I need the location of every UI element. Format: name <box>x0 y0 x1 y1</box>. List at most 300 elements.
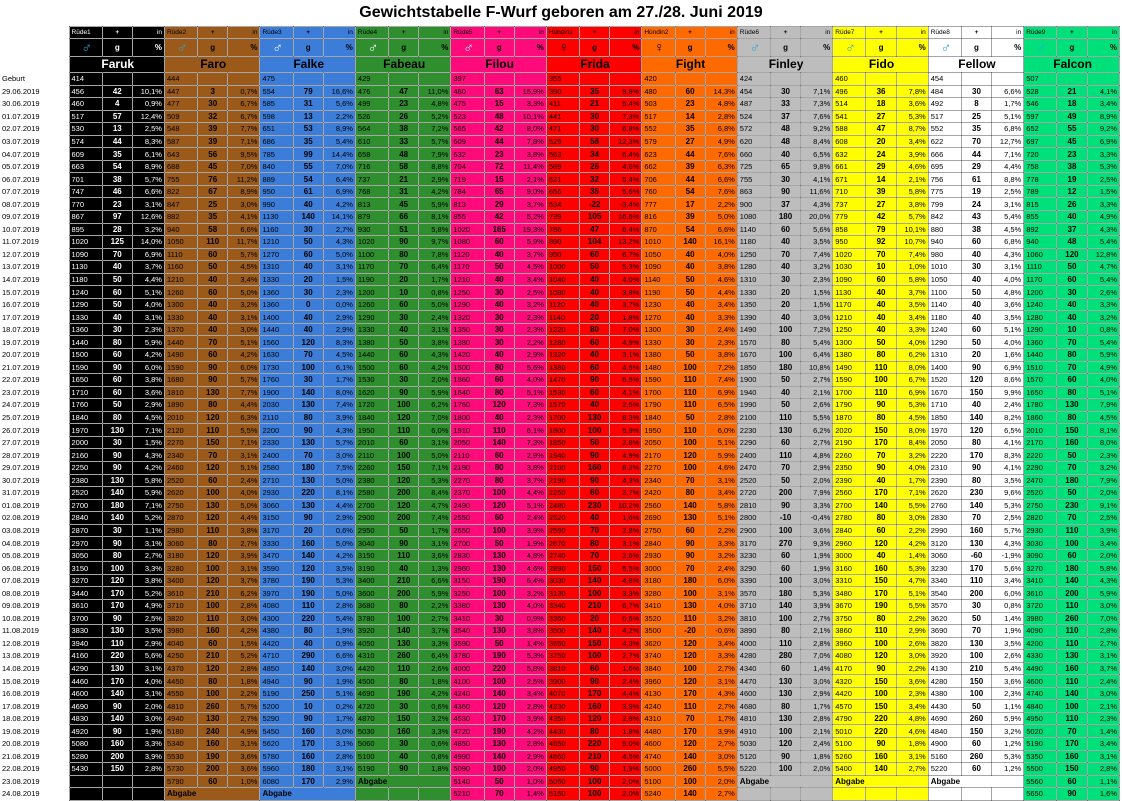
weight-cell: 1470 <box>546 374 579 387</box>
gain-cell: 110 <box>675 399 705 412</box>
pct-cell: 1,9% <box>610 763 642 776</box>
pct-cell: 1,6% <box>992 349 1024 362</box>
gain-cell: -22 <box>580 198 610 211</box>
weight-cell: 2250 <box>69 461 102 474</box>
date-cell: 17.07.2019 <box>0 311 69 324</box>
pct-cell: 5,0% <box>323 537 355 550</box>
gain-cell: 25 <box>961 110 991 123</box>
weight-cell: 4910 <box>737 725 770 738</box>
weight-cell: 777 <box>642 198 675 211</box>
gain-cell: 30 <box>771 173 801 186</box>
pct-cell: 3,2% <box>896 449 928 462</box>
weight-cell: 390 <box>546 85 579 98</box>
pct-cell: 4,3% <box>610 637 642 650</box>
pct-cell: 3,1% <box>610 537 642 550</box>
date-cell: 23.08.2019 <box>0 775 69 788</box>
pct-cell: 6,0% <box>705 424 737 437</box>
weight-cell: 4490 <box>1024 662 1057 675</box>
gain-cell: 70 <box>389 261 419 274</box>
date-cell: 14.07.2019 <box>0 273 69 286</box>
gain-cell: 80 <box>102 336 132 349</box>
weight-cell: 3840 <box>642 662 675 675</box>
weight-cell: 778 <box>1024 173 1057 186</box>
gain-cell: 39 <box>198 135 228 148</box>
gain-cell: 40 <box>389 750 419 763</box>
pct-cell: 3,1% <box>1087 750 1120 763</box>
pct-cell: 3,0% <box>705 750 737 763</box>
gain-cell: 140 <box>961 499 991 512</box>
gain-cell: 21 <box>580 98 610 111</box>
weight-cell: 3710 <box>737 599 770 612</box>
pct-cell: 2,2% <box>514 336 546 349</box>
in-header: in <box>323 27 355 39</box>
puppy-name: Faro <box>164 57 259 73</box>
pct-cell: 3,4% <box>705 637 737 650</box>
pct-cell: 5,7% <box>228 374 260 387</box>
weight-cell: 1180 <box>928 311 961 324</box>
gain-cell: 170 <box>102 599 132 612</box>
weight-cell: 3150 <box>355 549 388 562</box>
weight-cell: 2190 <box>833 436 866 449</box>
empty <box>389 788 419 801</box>
gain-cell: 39 <box>675 211 705 224</box>
pct-cell: 2,9% <box>896 625 928 638</box>
pct-cell: 3,0% <box>228 323 260 336</box>
pct-cell: 2,1% <box>801 725 833 738</box>
gain-cell: 110 <box>1057 637 1087 650</box>
gain-cell: 90 <box>961 461 991 474</box>
gain-cell: 17 <box>675 198 705 211</box>
pct-cell: 3,8% <box>705 261 737 274</box>
pct-cell: 2,8% <box>1087 625 1120 638</box>
gain-cell: 0 <box>293 298 323 311</box>
gain-cell: 70 <box>961 512 991 525</box>
weight-cell: 4570 <box>833 700 866 713</box>
weight-cell: 4200 <box>1024 637 1057 650</box>
gain-cell: 100 <box>484 587 514 600</box>
pct-cell: 3,3% <box>705 537 737 550</box>
pct-cell: 5,8% <box>1087 562 1120 575</box>
pct-header: % <box>514 39 546 57</box>
pct-cell: 4,2% <box>419 687 451 700</box>
pct-cell: 3,5% <box>323 562 355 575</box>
weight-cell: 704 <box>451 160 484 173</box>
pct-cell: 4,1% <box>228 211 260 224</box>
pct-cell: 9,0% <box>514 185 546 198</box>
date-cell: 19.08.2019 <box>0 725 69 738</box>
pct-cell: 4,3% <box>1087 574 1120 587</box>
weight-cell: 552 <box>928 123 961 136</box>
pct-cell: 7,8% <box>419 248 451 261</box>
weight-cell: 509 <box>164 110 197 123</box>
weight-cell: 524 <box>737 110 770 123</box>
pct-cell: 4,0% <box>896 461 928 474</box>
weight-cell: 623 <box>642 148 675 161</box>
pct-cell: 1,6% <box>610 512 642 525</box>
gain-cell: 130 <box>293 399 323 412</box>
gain-cell: 80 <box>389 248 419 261</box>
plus-header: + <box>198 27 228 39</box>
gain-cell: 8 <box>961 98 991 111</box>
date-row <box>0 185 1120 198</box>
gain-cell: 160 <box>961 524 991 537</box>
gain-cell: 190 <box>866 599 896 612</box>
pct-cell: 3,4% <box>705 298 737 311</box>
pct-cell: 5,6% <box>323 98 355 111</box>
gain-cell: 60 <box>198 637 228 650</box>
gain-cell: 100 <box>198 487 228 500</box>
pct-cell: 5,1% <box>514 499 546 512</box>
empty <box>771 788 801 801</box>
pct-cell: 3,6% <box>419 549 451 562</box>
abgabe-label: Abgabe <box>355 775 450 788</box>
pct-cell: 0,9% <box>514 612 546 625</box>
gain-cell: 110 <box>198 612 228 625</box>
weight-cell: 1900 <box>260 386 293 399</box>
gain-cell: 220 <box>102 650 132 663</box>
weight-cell: 1020 <box>355 236 388 249</box>
weight-cell: 2110 <box>451 449 484 462</box>
pct-header: % <box>896 39 928 57</box>
weight-cell: 565 <box>451 123 484 136</box>
header-row <box>0 27 1120 39</box>
gain-cell: 110 <box>198 236 228 249</box>
pct-cell: 5,0% <box>610 737 642 750</box>
weight-cell: 4230 <box>546 700 579 713</box>
weight-cell: 1090 <box>642 261 675 274</box>
date-cell: 10.07.2019 <box>0 223 69 236</box>
gain-cell: 13 <box>293 110 323 123</box>
gain-cell: 60 <box>961 236 991 249</box>
gain-cell: 20 <box>580 311 610 324</box>
birth-weight: 429 <box>355 73 388 86</box>
date-cell: 15.07.2019 <box>0 286 69 299</box>
weight-cell: 3600 <box>355 587 388 600</box>
pct-cell: 3,1% <box>323 763 355 776</box>
date-cell: 23.07.2019 <box>0 386 69 399</box>
pct-cell: 7,4% <box>801 248 833 261</box>
date-cell: 01.08.2019 <box>0 499 69 512</box>
empty <box>69 775 102 788</box>
gain-cell: 150 <box>1057 763 1087 776</box>
gain-cell: 10 <box>866 261 896 274</box>
pct-cell: 8,3% <box>610 411 642 424</box>
pct-cell: 8,9% <box>228 185 260 198</box>
gain-cell: 60 <box>1057 273 1087 286</box>
gain-cell: 80 <box>771 625 801 638</box>
pct-cell: 0,6% <box>610 612 642 625</box>
gain-cell: 100 <box>675 662 705 675</box>
weight-cell: 3540 <box>928 587 961 600</box>
pct-cell: 8,6% <box>992 374 1024 387</box>
pct-cell: 7,8% <box>514 135 546 148</box>
pct-cell: 2,8% <box>323 750 355 763</box>
weight-cell: 1530 <box>355 374 388 387</box>
weight-cell: 1790 <box>833 399 866 412</box>
gain-cell: 70 <box>198 336 228 349</box>
weight-cell: 2650 <box>451 524 484 537</box>
weight-cell: 5620 <box>260 737 293 750</box>
name-row <box>0 57 1120 73</box>
pct-cell: 7,5% <box>323 461 355 474</box>
pct-cell: 3,3% <box>132 562 164 575</box>
weight-cell: 610 <box>355 135 388 148</box>
pct-cell: 2,9% <box>323 323 355 336</box>
weight-cell: 3390 <box>737 574 770 587</box>
plus-header: + <box>1057 27 1087 39</box>
pct-cell: 3,5% <box>992 474 1024 487</box>
gain-cell: 140 <box>580 574 610 587</box>
empty <box>514 73 546 86</box>
gain-cell: 70 <box>102 248 132 261</box>
pct-cell: 3,1% <box>1087 650 1120 663</box>
pct-cell: 1,5% <box>801 286 833 299</box>
date-cell: 21.08.2019 <box>0 750 69 763</box>
pct-cell: 6,4% <box>419 261 451 274</box>
gain-cell: 10 <box>389 286 419 299</box>
weight-cell: 3060 <box>928 549 961 562</box>
pct-cell: 3,1% <box>228 562 260 575</box>
gain-cell: 100 <box>675 436 705 449</box>
gain-cell: 80 <box>866 411 896 424</box>
pct-cell: 3,9% <box>896 148 928 161</box>
gain-cell: 90 <box>580 675 610 688</box>
pct-cell: 5,9% <box>1087 587 1120 600</box>
pct-cell: 3,7% <box>228 574 260 587</box>
weight-cell: 1360 <box>260 286 293 299</box>
pct-cell: 20,0% <box>801 211 833 224</box>
pct-cell: 8,0% <box>896 424 928 437</box>
gain-cell: 150 <box>866 424 896 437</box>
date-cell: 30.07.2019 <box>0 474 69 487</box>
pct-cell: 3,1% <box>132 662 164 675</box>
pct-cell: 3,1% <box>896 750 928 763</box>
gain-cell: 47 <box>389 85 419 98</box>
empty <box>771 73 801 86</box>
abgabe-label: Abgabe <box>164 788 259 801</box>
gain-cell: 210 <box>961 662 991 675</box>
plus-header: + <box>675 27 705 39</box>
empty <box>132 775 164 788</box>
weight-cell: 589 <box>546 160 579 173</box>
gain-cell: 190 <box>198 750 228 763</box>
gain-cell: 110 <box>771 449 801 462</box>
pct-cell: 3,0% <box>801 675 833 688</box>
date-row <box>0 449 1120 462</box>
gain-cell: 140 <box>866 499 896 512</box>
pct-cell: 6,8% <box>992 123 1024 136</box>
weight-cell: 554 <box>260 85 293 98</box>
pct-cell: 5,9% <box>419 386 451 399</box>
pct-cell: 5,9% <box>1087 349 1120 362</box>
pct-cell: 3,0% <box>323 662 355 675</box>
sex-icon: ♂ <box>1024 39 1057 57</box>
weight-cell: 3590 <box>260 562 293 575</box>
gain-cell: 60 <box>1057 549 1087 562</box>
gain-cell: 90 <box>389 386 419 399</box>
pct-cell: 4,8% <box>801 449 833 462</box>
gain-cell: 80 <box>102 549 132 562</box>
gain-cell: 32 <box>580 173 610 186</box>
weight-cell: 1700 <box>546 411 579 424</box>
weight-cell: 496 <box>833 85 866 98</box>
gain-cell: 260 <box>389 650 419 663</box>
weight-cell: 1250 <box>833 323 866 336</box>
gain-cell: 70 <box>771 248 801 261</box>
pct-cell: 2,0% <box>801 763 833 776</box>
weight-cell: 3620 <box>928 612 961 625</box>
weight-cell: 3500 <box>546 625 579 638</box>
weight-cell: 2520 <box>69 487 102 500</box>
pct-cell: 4,0% <box>514 599 546 612</box>
weight-cell: 2620 <box>164 487 197 500</box>
pct-cell: 2,9% <box>323 311 355 324</box>
date-cell: 24.08.2019 <box>0 788 69 801</box>
gain-cell: 40 <box>866 474 896 487</box>
pct-cell: 2,0% <box>1087 487 1120 500</box>
weight-cell: 1500 <box>69 349 102 362</box>
pct-cell: 9,8% <box>801 160 833 173</box>
weight-cell: 1720 <box>355 399 388 412</box>
pct-cell: 3,3% <box>896 323 928 336</box>
pct-cell: 4,7% <box>1087 261 1120 274</box>
weight-cell: 3900 <box>546 675 579 688</box>
pct-cell: 3,8% <box>514 148 546 161</box>
pct-cell: 3,3% <box>610 587 642 600</box>
gain-cell: 120 <box>484 700 514 713</box>
gain-cell: 100 <box>293 361 323 374</box>
weight-cell: 1590 <box>164 361 197 374</box>
gain-cell: 40 <box>1057 211 1087 224</box>
date-cell: 16.08.2019 <box>0 687 69 700</box>
weight-cell: 3280 <box>642 587 675 600</box>
gain-cell: 90 <box>771 185 801 198</box>
gain-cell: 140 <box>675 236 705 249</box>
pct-cell: 1,8% <box>610 311 642 324</box>
pct-cell: 4,4% <box>514 487 546 500</box>
pct-cell: 5,3% <box>992 499 1024 512</box>
gain-cell: 120 <box>102 574 132 587</box>
pct-cell: 3,4% <box>705 487 737 500</box>
gain-cell: 120 <box>198 549 228 562</box>
pct-cell: 2,8% <box>514 737 546 750</box>
gain-cell: 160 <box>389 725 419 738</box>
gain-cell: 50 <box>771 374 801 387</box>
empty <box>102 775 132 788</box>
gain-cell: 60 <box>484 512 514 525</box>
pct-cell: 6,3% <box>228 411 260 424</box>
gain-cell: 65 <box>771 160 801 173</box>
weight-cell: 3860 <box>833 625 866 638</box>
weight-cell: 1300 <box>642 323 675 336</box>
pct-cell: 2,7% <box>705 788 737 801</box>
gain-cell: 100 <box>580 587 610 600</box>
empty <box>484 73 514 86</box>
gain-cell: 90 <box>675 537 705 550</box>
weight-cell: 5210 <box>451 788 484 801</box>
weight-cell: 1310 <box>260 261 293 274</box>
birth-weight: 460 <box>833 73 866 86</box>
gain-cell: 90 <box>293 712 323 725</box>
gain-cell: 130 <box>293 474 323 487</box>
gain-cell: 30 <box>484 311 514 324</box>
pct-cell: 1,7% <box>419 273 451 286</box>
gain-cell: 230 <box>961 487 991 500</box>
pct-cell: 4,7% <box>896 574 928 587</box>
date-cell: 17.08.2019 <box>0 700 69 713</box>
pct-cell: 5,1% <box>323 687 355 700</box>
empty <box>992 73 1024 86</box>
weight-cell: 1080 <box>546 286 579 299</box>
pct-cell: 2,1% <box>514 173 546 186</box>
gain-cell: 80 <box>771 336 801 349</box>
weight-cell: 816 <box>642 211 675 224</box>
weight-cell: 5790 <box>164 775 197 788</box>
gain-cell: 150 <box>961 725 991 738</box>
pct-cell: 1,0% <box>228 775 260 788</box>
pct-cell: 1,5% <box>1087 185 1120 198</box>
date-row <box>0 323 1120 336</box>
pct-cell: 7,6% <box>705 148 737 161</box>
weight-cell: 1440 <box>1024 349 1057 362</box>
pct-cell: 6,2% <box>228 587 260 600</box>
gain-cell: 100 <box>580 650 610 663</box>
gain-cell: 100 <box>961 687 991 700</box>
pct-cell: 3,1% <box>132 687 164 700</box>
date-row <box>0 700 1120 713</box>
gain-cell: 140 <box>866 763 896 776</box>
pct-cell: 4,4% <box>228 399 260 412</box>
pct-cell: 4,1% <box>992 436 1024 449</box>
weight-cell: 1190 <box>642 286 675 299</box>
gain-cell: 80 <box>580 323 610 336</box>
pct-cell: 1,4% <box>514 788 546 801</box>
weight-cell: 4720 <box>451 725 484 738</box>
weight-cell: 475 <box>451 98 484 111</box>
gain-cell: 120 <box>580 712 610 725</box>
pct-cell: 3,3% <box>419 637 451 650</box>
weight-cell: 2160 <box>69 449 102 462</box>
pct-cell: 1,1% <box>992 700 1024 713</box>
weight-cell: 1290 <box>355 311 388 324</box>
date-row <box>0 750 1120 763</box>
date-cell: 08.07.2019 <box>0 198 69 211</box>
gain-cell: 100 <box>389 399 419 412</box>
date-row <box>0 775 1120 788</box>
gain-cell: 50 <box>580 436 610 449</box>
weight-cell: 1170 <box>1024 273 1057 286</box>
empty <box>419 788 451 801</box>
gain-cell: 130 <box>198 386 228 399</box>
weight-cell: 1330 <box>737 286 770 299</box>
plus-header: + <box>389 27 419 39</box>
pct-cell: 5,1% <box>514 386 546 399</box>
empty <box>833 788 866 801</box>
weight-cell: 950 <box>546 248 579 261</box>
gain-cell: 28 <box>102 223 132 236</box>
gain-cell: 80 <box>484 361 514 374</box>
gain-cell: 90 <box>866 399 896 412</box>
pct-cell: 14,1% <box>323 211 355 224</box>
weight-cell: 2840 <box>69 512 102 525</box>
pct-cell: 3,3% <box>132 737 164 750</box>
gain-cell: 90 <box>866 461 896 474</box>
gain-cell: 130 <box>771 424 801 437</box>
gain-cell: 50 <box>102 298 132 311</box>
gain-cell: 70 <box>1057 461 1087 474</box>
pct-cell: 3,1% <box>228 311 260 324</box>
gain-cell: 24 <box>866 148 896 161</box>
